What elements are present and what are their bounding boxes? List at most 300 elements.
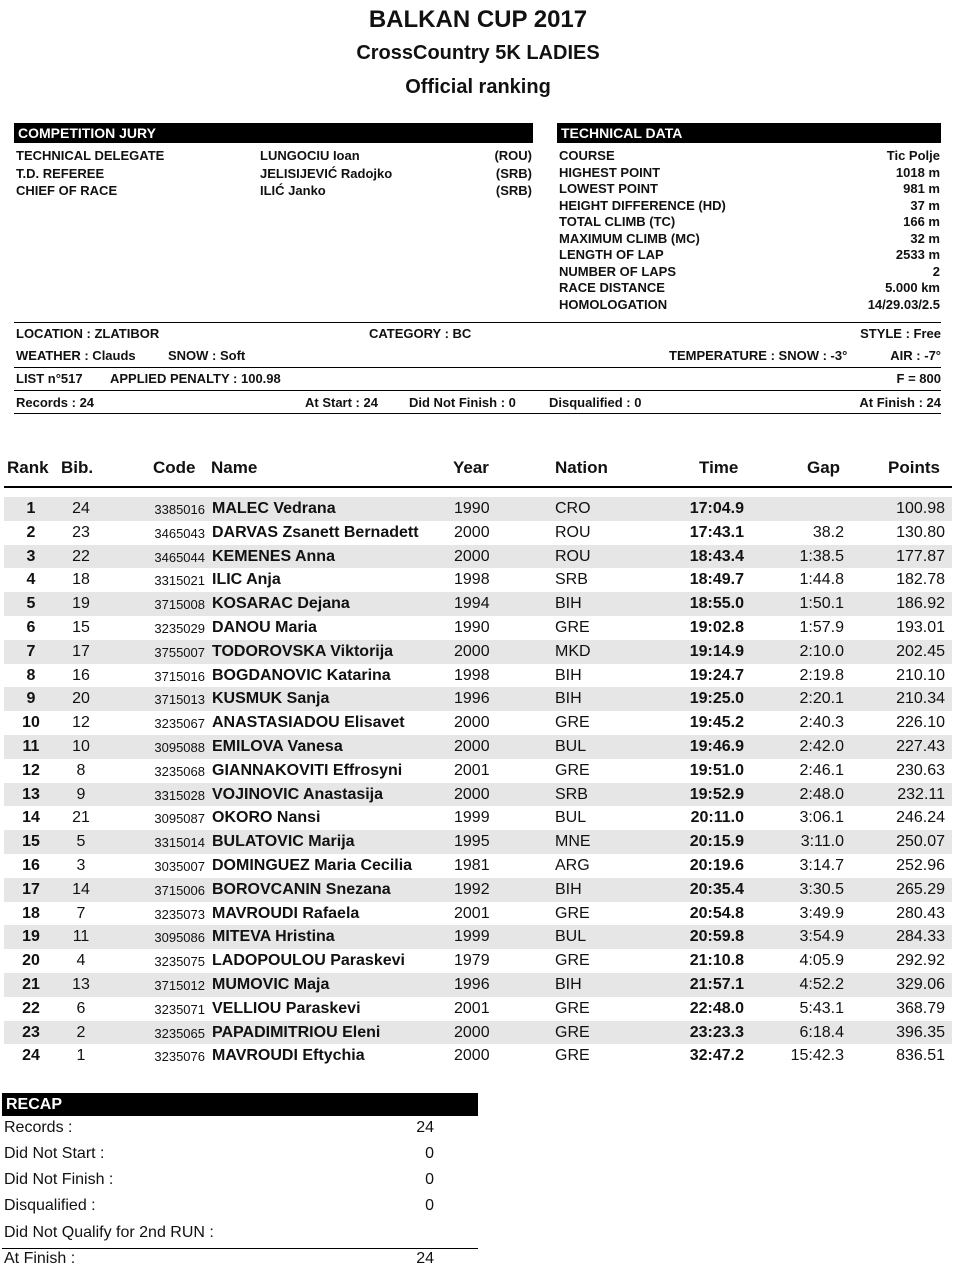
recap-value: 24 bbox=[416, 1250, 434, 1267]
time-cell: 20:35.4 bbox=[689, 880, 744, 898]
divider bbox=[14, 390, 941, 391]
year-cell: 2000 bbox=[454, 714, 490, 732]
rank-cell: 22 bbox=[22, 999, 40, 1017]
jury-heading: COMPETITION JURY bbox=[14, 123, 533, 143]
time-cell: 19:14.9 bbox=[689, 642, 744, 660]
bib-cell: 7 bbox=[76, 904, 86, 922]
nation-cell: GRE bbox=[555, 761, 590, 779]
table-row bbox=[4, 949, 952, 973]
code-cell: 3095086 bbox=[154, 930, 205, 946]
technical-key: LOWEST POINT bbox=[559, 181, 658, 196]
year-cell: 2000 bbox=[454, 523, 490, 541]
recap-label: At Finish : bbox=[4, 1250, 76, 1267]
recap-item bbox=[4, 1171, 434, 1193]
time-cell: 19:52.9 bbox=[689, 785, 744, 803]
points-cell: 182.78 bbox=[896, 571, 945, 589]
code-cell: 3715008 bbox=[154, 597, 205, 613]
jury-name: JELISIJEVIĆ Radojko bbox=[260, 165, 393, 181]
nation-cell: GRE bbox=[555, 999, 590, 1017]
gap-cell: 38.2 bbox=[812, 523, 844, 541]
divider bbox=[14, 367, 941, 368]
athlete-name: KOSARAC Dejana bbox=[212, 595, 350, 613]
bib-cell: 13 bbox=[72, 975, 90, 993]
athlete-name: DARVAS Zsanett Bernadett bbox=[212, 523, 419, 541]
bib-cell: 1 bbox=[76, 1047, 86, 1065]
code-cell: 3235075 bbox=[154, 954, 205, 970]
nation-cell: SRB bbox=[555, 785, 588, 803]
time-cell: 20:11.0 bbox=[690, 809, 744, 827]
table-row bbox=[4, 1021, 952, 1045]
bib-cell: 9 bbox=[76, 785, 86, 803]
time-cell: 19:24.7 bbox=[689, 666, 744, 684]
points-cell: 246.24 bbox=[896, 809, 945, 827]
rank-cell: 17 bbox=[22, 880, 40, 898]
points-cell: 836.51 bbox=[896, 1047, 945, 1065]
points-cell: 100.98 bbox=[896, 500, 945, 517]
technical-item bbox=[559, 297, 940, 314]
technical-item bbox=[559, 264, 940, 281]
time-cell: 18:55.0 bbox=[689, 595, 744, 613]
technical-item bbox=[559, 198, 940, 215]
nation-cell: GRE bbox=[555, 1047, 590, 1065]
code-cell: 3715012 bbox=[154, 977, 205, 993]
athlete-name: BULATOVIC Marija bbox=[212, 833, 355, 851]
recap-value: 0 bbox=[425, 1197, 434, 1214]
col-header-rank: Rank bbox=[7, 458, 49, 477]
gap-cell: 3:49.9 bbox=[799, 904, 844, 922]
year-cell: 1999 bbox=[454, 809, 490, 827]
year-cell: 2000 bbox=[454, 547, 490, 565]
technical-value: 1018 m bbox=[895, 164, 940, 180]
col-header-bib: Bib. bbox=[61, 458, 94, 477]
did-not-finish-count: Did Not Finish : 0 bbox=[409, 395, 516, 410]
athlete-name: KUSMUK Sanja bbox=[212, 690, 330, 708]
recap-label: Records : bbox=[4, 1119, 73, 1136]
athlete-name: MAVROUDI Rafaela bbox=[212, 904, 360, 922]
bib-cell: 16 bbox=[72, 666, 90, 684]
nation-cell: ROU bbox=[555, 523, 591, 541]
bib-cell: 6 bbox=[76, 999, 86, 1017]
code-cell: 3755007 bbox=[154, 644, 205, 660]
recap-label: Did Not Qualify for 2nd RUN : bbox=[4, 1224, 214, 1241]
technical-value: 166 m bbox=[903, 214, 940, 229]
year-cell: 2000 bbox=[454, 785, 490, 803]
technical-item bbox=[559, 181, 940, 198]
athlete-name: GIANNAKOVITI Effrosyni bbox=[212, 761, 403, 779]
page-title: BALKAN CUP 2017 bbox=[368, 6, 588, 33]
gap-cell: 15:42.3 bbox=[790, 1047, 844, 1065]
rank-cell: 14 bbox=[22, 809, 40, 827]
athlete-name: PAPADIMITRIOU Eleni bbox=[212, 1023, 381, 1041]
athlete-name: MAVROUDI Eftychia bbox=[212, 1047, 365, 1065]
athlete-name: VELLIOU Paraskevi bbox=[212, 999, 361, 1017]
rank-cell: 21 bbox=[22, 975, 40, 993]
year-cell: 2000 bbox=[454, 737, 490, 755]
rank-cell: 2 bbox=[26, 523, 36, 541]
col-header-points: Points bbox=[888, 458, 940, 477]
gap-cell: 1:38.5 bbox=[799, 547, 844, 565]
jury-member bbox=[16, 148, 534, 165]
event-subtitle: CrossCountry 5K LADIES bbox=[356, 42, 600, 64]
gap-cell: 2:40.3 bbox=[799, 714, 844, 732]
jury-member bbox=[16, 183, 534, 200]
athlete-name: DOMINGUEZ Maria Cecilia bbox=[212, 856, 413, 874]
rank-cell: 23 bbox=[22, 1023, 40, 1041]
rank-cell: 4 bbox=[26, 571, 36, 589]
technical-item bbox=[559, 165, 940, 182]
points-cell: 232.11 bbox=[897, 785, 945, 803]
rank-cell: 8 bbox=[26, 666, 36, 684]
technical-item bbox=[559, 231, 940, 248]
bib-cell: 11 bbox=[72, 928, 90, 946]
athlete-name: OKORO Nansi bbox=[212, 809, 321, 827]
list-number: LIST n°517 bbox=[16, 371, 83, 386]
year-cell: 2000 bbox=[454, 642, 490, 660]
bib-cell: 12 bbox=[72, 714, 90, 732]
gap-cell: 2:20.1 bbox=[799, 690, 844, 708]
table-row bbox=[4, 616, 952, 640]
gap-cell: 1:57.9 bbox=[799, 618, 844, 636]
technical-key: RACE DISTANCE bbox=[559, 280, 665, 295]
bib-cell: 2 bbox=[76, 1023, 86, 1041]
time-cell: 19:45.2 bbox=[689, 714, 744, 732]
rank-cell: 9 bbox=[26, 690, 36, 708]
points-cell: 226.10 bbox=[896, 714, 945, 732]
recap-heading: RECAP bbox=[2, 1093, 478, 1116]
code-cell: 3315021 bbox=[154, 573, 205, 589]
table-row bbox=[4, 497, 952, 521]
code-cell: 3235029 bbox=[154, 620, 205, 636]
time-cell: 17:43.1 bbox=[689, 523, 744, 541]
gap-cell: 4:52.2 bbox=[799, 975, 844, 993]
bib-cell: 5 bbox=[76, 833, 86, 851]
table-row bbox=[4, 830, 952, 854]
time-cell: 20:19.6 bbox=[689, 856, 744, 874]
points-cell: 210.34 bbox=[896, 690, 945, 708]
table-row bbox=[4, 640, 952, 664]
points-cell: 280.43 bbox=[896, 904, 945, 922]
time-cell: 19:46.9 bbox=[689, 737, 744, 755]
jury-member bbox=[16, 166, 534, 183]
table-row bbox=[4, 521, 952, 545]
gap-cell: 4:05.9 bbox=[799, 952, 844, 970]
gap-cell: 3:30.5 bbox=[799, 880, 844, 898]
at-start-count: At Start : 24 bbox=[305, 395, 378, 410]
bib-cell: 19 bbox=[72, 595, 90, 613]
recap-value: 0 bbox=[425, 1171, 434, 1188]
jury-nation: (ROU) bbox=[494, 148, 532, 163]
applied-penalty: APPLIED PENALTY : 100.98 bbox=[110, 371, 281, 386]
technical-value: 2 bbox=[932, 263, 940, 279]
technical-value: 32 m bbox=[910, 230, 940, 246]
year-cell: 1979 bbox=[454, 952, 490, 970]
temperature: TEMPERATURE : SNOW : -3° bbox=[669, 348, 848, 363]
gap-cell: 2:19.8 bbox=[799, 666, 844, 684]
code-cell: 3465044 bbox=[154, 549, 205, 565]
code-cell: 3235073 bbox=[154, 906, 205, 922]
points-cell: 284.33 bbox=[896, 928, 945, 946]
points-cell: 292.92 bbox=[896, 952, 945, 970]
disqualified-count: Disqualified : 0 bbox=[549, 395, 642, 410]
nation-cell: BIH bbox=[555, 690, 582, 708]
recap-item bbox=[4, 1145, 434, 1167]
technical-key: HEIGHT DIFFERENCE (HD) bbox=[559, 197, 726, 213]
points-cell: 329.06 bbox=[896, 975, 945, 993]
location: LOCATION : ZLATIBOR bbox=[16, 326, 160, 341]
nation-cell: GRE bbox=[555, 904, 590, 922]
col-header-code: Code bbox=[153, 458, 196, 477]
table-row bbox=[4, 592, 952, 616]
year-cell: 1990 bbox=[454, 500, 490, 517]
document-type: Official ranking bbox=[405, 76, 551, 98]
table-row bbox=[4, 806, 952, 830]
jury-name: LUNGOCIU Ioan bbox=[260, 148, 360, 163]
table-row bbox=[4, 664, 952, 688]
nation-cell: SRB bbox=[555, 571, 588, 589]
nation-cell: MNE bbox=[555, 833, 591, 851]
table-row bbox=[4, 783, 952, 807]
technical-value: Tic Polje bbox=[886, 148, 940, 163]
year-cell: 2001 bbox=[454, 761, 490, 779]
technical-value: 981 m bbox=[903, 181, 940, 196]
nation-cell: BIH bbox=[555, 595, 582, 613]
nation-cell: ROU bbox=[555, 547, 591, 565]
points-cell: 227.43 bbox=[896, 737, 945, 755]
technical-key: COURSE bbox=[559, 148, 615, 163]
category: CATEGORY : BC bbox=[369, 326, 472, 341]
time-cell: 18:43.4 bbox=[689, 547, 744, 565]
recap-label: Did Not Finish : bbox=[4, 1171, 114, 1188]
bib-cell: 14 bbox=[72, 880, 90, 898]
technical-value: 5.000 km bbox=[885, 280, 940, 295]
athlete-name: DANOU Maria bbox=[212, 618, 317, 636]
bib-cell: 15 bbox=[72, 618, 90, 636]
recap-item bbox=[4, 1250, 434, 1272]
bib-cell: 10 bbox=[72, 737, 90, 755]
bib-cell: 21 bbox=[72, 809, 90, 827]
gap-cell: 3:11.0 bbox=[800, 833, 844, 851]
points-cell: 252.96 bbox=[896, 856, 945, 874]
snow: SNOW : Soft bbox=[168, 348, 246, 363]
rank-cell: 10 bbox=[22, 714, 40, 732]
gap-cell: 3:06.1 bbox=[799, 809, 844, 827]
time-cell: 22:48.0 bbox=[689, 999, 744, 1017]
points-cell: 210.10 bbox=[896, 666, 945, 684]
gap-cell: 3:14.7 bbox=[799, 856, 844, 874]
nation-cell: CRO bbox=[555, 500, 591, 517]
athlete-name: BOGDANOVIC Katarina bbox=[212, 666, 391, 684]
rank-cell: 7 bbox=[26, 642, 36, 660]
records-count: Records : 24 bbox=[16, 395, 95, 410]
style: STYLE : Free bbox=[860, 326, 941, 341]
col-header-year: Year bbox=[453, 458, 489, 477]
rank-cell: 20 bbox=[22, 952, 40, 970]
points-cell: 265.29 bbox=[896, 880, 945, 898]
table-row bbox=[4, 1044, 952, 1068]
table-row bbox=[4, 687, 952, 711]
code-cell: 3235067 bbox=[154, 716, 205, 732]
table-row bbox=[4, 925, 952, 949]
bib-cell: 17 bbox=[72, 642, 90, 660]
code-cell: 3235071 bbox=[154, 1001, 205, 1017]
recap-item bbox=[4, 1224, 434, 1246]
technical-value: 14/29.03/2.5 bbox=[867, 296, 940, 312]
table-row bbox=[4, 735, 952, 759]
jury-role: T.D. REFEREE bbox=[16, 165, 105, 181]
bib-cell: 24 bbox=[72, 500, 90, 517]
year-cell: 1996 bbox=[454, 690, 490, 708]
time-cell: 20:15.9 bbox=[689, 833, 744, 851]
nation-cell: GRE bbox=[555, 714, 590, 732]
athlete-name: ILIC Anja bbox=[212, 571, 281, 589]
nation-cell: BUL bbox=[555, 809, 587, 827]
bib-cell: 4 bbox=[76, 952, 86, 970]
rank-cell: 11 bbox=[22, 737, 40, 755]
nation-cell: BIH bbox=[555, 666, 582, 684]
time-cell: 19:51.0 bbox=[689, 761, 744, 779]
col-header-time: Time bbox=[699, 458, 739, 477]
year-cell: 1992 bbox=[454, 880, 490, 898]
code-cell: 3095087 bbox=[154, 811, 205, 827]
athlete-name: KEMENES Anna bbox=[212, 547, 335, 565]
technical-key: HOMOLOGATION bbox=[559, 296, 668, 312]
results-table bbox=[4, 497, 952, 1068]
bib-cell: 23 bbox=[72, 523, 90, 541]
athlete-name: MUMOVIC Maja bbox=[212, 975, 330, 993]
code-cell: 3465043 bbox=[154, 525, 205, 541]
athlete-name: VOJINOVIC Anastasija bbox=[212, 785, 384, 803]
technical-key: NUMBER OF LAPS bbox=[559, 263, 676, 279]
rank-cell: 16 bbox=[22, 856, 40, 874]
table-row bbox=[4, 711, 952, 735]
code-cell: 3715006 bbox=[154, 882, 205, 898]
gap-cell: 2:48.0 bbox=[799, 785, 844, 803]
code-cell: 3235068 bbox=[154, 763, 205, 779]
recap-label: Did Not Start : bbox=[4, 1145, 105, 1162]
time-cell: 21:57.1 bbox=[689, 975, 744, 993]
year-cell: 2000 bbox=[454, 1047, 490, 1065]
rank-cell: 13 bbox=[22, 785, 40, 803]
year-cell: 1998 bbox=[454, 666, 490, 684]
athlete-name: LADOPOULOU Paraskevi bbox=[212, 952, 405, 970]
athlete-name: BOROVCANIN Snezana bbox=[212, 880, 391, 898]
air-temperature: AIR : -7° bbox=[890, 348, 941, 363]
jury-nation: (SRB) bbox=[495, 165, 532, 181]
col-header-nation: Nation bbox=[555, 458, 608, 477]
rank-cell: 18 bbox=[22, 904, 40, 922]
recap-total-rule bbox=[2, 1248, 478, 1249]
nation-cell: BIH bbox=[555, 975, 582, 993]
bib-cell: 18 bbox=[72, 571, 90, 589]
nation-cell: GRE bbox=[555, 618, 590, 636]
time-cell: 23:23.3 bbox=[689, 1023, 744, 1041]
time-cell: 20:59.8 bbox=[689, 928, 744, 946]
rank-cell: 15 bbox=[22, 833, 40, 851]
code-cell: 3715013 bbox=[154, 692, 205, 708]
jury-name: ILIĆ Janko bbox=[260, 183, 326, 198]
time-cell: 17:04.9 bbox=[689, 500, 744, 517]
code-cell: 3385016 bbox=[154, 502, 205, 517]
code-cell: 3035007 bbox=[154, 858, 205, 874]
time-cell: 32:47.2 bbox=[689, 1047, 744, 1065]
time-cell: 19:02.8 bbox=[689, 618, 744, 636]
jury-role: TECHNICAL DELEGATE bbox=[16, 148, 165, 163]
table-row bbox=[4, 568, 952, 592]
table-row bbox=[4, 854, 952, 878]
year-cell: 2001 bbox=[454, 999, 490, 1017]
rank-cell: 1 bbox=[26, 500, 36, 517]
code-cell: 3315014 bbox=[154, 835, 205, 851]
time-cell: 21:10.8 bbox=[689, 952, 744, 970]
rank-cell: 6 bbox=[26, 618, 36, 636]
nation-cell: GRE bbox=[555, 952, 590, 970]
technical-key: HIGHEST POINT bbox=[559, 164, 661, 180]
gap-cell: 3:54.9 bbox=[799, 928, 844, 946]
jury-role: CHIEF OF RACE bbox=[16, 183, 118, 198]
code-cell: 3095088 bbox=[154, 739, 205, 755]
points-cell: 396.35 bbox=[896, 1023, 945, 1041]
gap-cell: 2:10.0 bbox=[799, 642, 844, 660]
points-cell: 193.01 bbox=[896, 618, 945, 636]
nation-cell: BUL bbox=[555, 928, 587, 946]
points-cell: 250.07 bbox=[896, 833, 945, 851]
year-cell: 1996 bbox=[454, 975, 490, 993]
recap-item bbox=[4, 1197, 434, 1219]
time-cell: 19:25.0 bbox=[689, 690, 744, 708]
points-cell: 368.79 bbox=[896, 999, 945, 1017]
table-row bbox=[4, 902, 952, 926]
col-header-name: Name bbox=[211, 458, 258, 477]
technical-item bbox=[559, 214, 940, 231]
code-cell: 3315028 bbox=[154, 787, 205, 803]
recap-label: Disqualified : bbox=[4, 1197, 96, 1214]
technical-item bbox=[559, 280, 940, 297]
year-cell: 1990 bbox=[454, 618, 490, 636]
f-factor: F = 800 bbox=[896, 371, 941, 386]
rank-cell: 24 bbox=[22, 1047, 40, 1065]
technical-key: TOTAL CLIMB (TC) bbox=[559, 214, 676, 229]
bib-cell: 3 bbox=[76, 856, 86, 874]
gap-cell: 1:44.8 bbox=[799, 571, 844, 589]
technical-heading: TECHNICAL DATA bbox=[557, 123, 941, 143]
year-cell: 1998 bbox=[454, 571, 490, 589]
athlete-name: ANASTASIADOU Elisavet bbox=[212, 714, 405, 732]
time-cell: 18:49.7 bbox=[689, 571, 744, 589]
bib-cell: 8 bbox=[76, 761, 86, 779]
technical-value: 2533 m bbox=[895, 247, 940, 262]
divider bbox=[14, 322, 941, 323]
rank-cell: 3 bbox=[26, 547, 36, 565]
recap-value: 24 bbox=[416, 1119, 434, 1136]
year-cell: 2001 bbox=[454, 904, 490, 922]
at-finish-count: At Finish : 24 bbox=[859, 395, 941, 410]
table-row bbox=[4, 878, 952, 902]
gap-cell: 2:42.0 bbox=[799, 737, 844, 755]
gap-cell: 1:50.1 bbox=[799, 595, 844, 613]
year-cell: 1999 bbox=[454, 928, 490, 946]
jury-nation: (SRB) bbox=[495, 183, 532, 198]
code-cell: 3235076 bbox=[154, 1049, 205, 1065]
nation-cell: BIH bbox=[555, 880, 582, 898]
technical-key: MAXIMUM CLIMB (MC) bbox=[559, 230, 700, 246]
year-cell: 2000 bbox=[454, 1023, 490, 1041]
technical-key: LENGTH OF LAP bbox=[559, 247, 664, 262]
points-cell: 130.80 bbox=[896, 523, 945, 541]
bib-cell: 22 bbox=[72, 547, 90, 565]
table-row bbox=[4, 997, 952, 1021]
year-cell: 1995 bbox=[454, 833, 490, 851]
nation-cell: ARG bbox=[555, 856, 590, 874]
